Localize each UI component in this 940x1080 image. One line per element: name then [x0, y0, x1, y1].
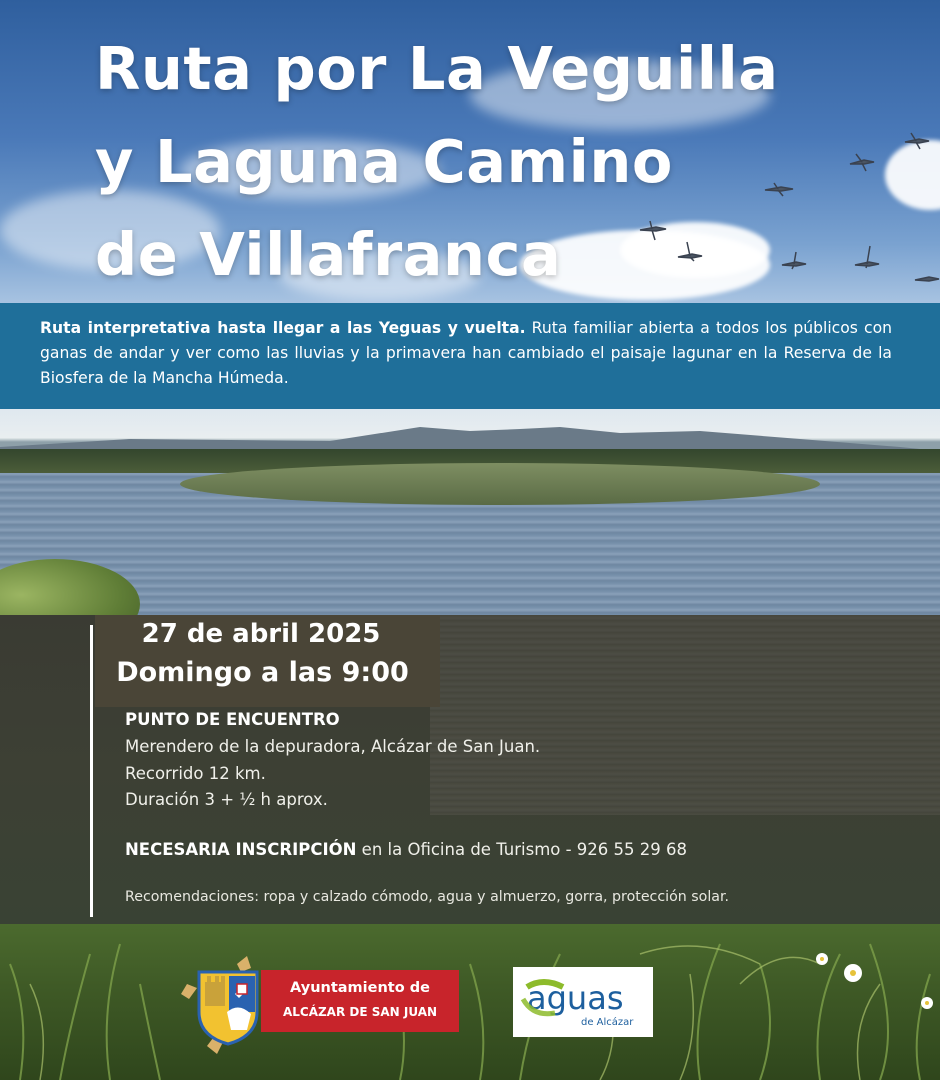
route-title-line-1: Ruta por La Veguilla — [95, 34, 779, 103]
route-distance: Recorrido 12 km. — [125, 764, 266, 783]
lagoon-photo — [0, 409, 940, 615]
sky-photo — [0, 0, 940, 305]
aguas-logo-mark — [513, 967, 653, 1037]
ayuntamiento-logo — [177, 954, 462, 1054]
intro-bold: Ruta interpretativa hasta llegar a las Yeguas y vuelta. — [40, 319, 526, 337]
vertical-rule — [90, 625, 93, 917]
reed-island — [180, 463, 820, 505]
water-reflection — [430, 615, 940, 815]
ayuntamiento-label — [261, 970, 459, 1032]
meeting-place: Merendero de la depuradora, Alcázar de San Juan. — [125, 737, 541, 756]
route-duration: Duración 3 + ½ h aprox. — [125, 790, 328, 809]
date-box — [95, 615, 440, 707]
route-title-line-2: y Laguna Camino — [95, 127, 673, 196]
grass-photo — [0, 924, 940, 1080]
meeting-heading: PUNTO DE ENCUENTRO — [125, 710, 340, 729]
registration-note — [125, 839, 687, 861]
event-time: Domingo a las 9:00 — [116, 657, 409, 688]
intro-band — [0, 303, 940, 409]
ayuntamiento-line-2: ALCÁZAR DE SAN JUAN — [282, 1005, 438, 1019]
daisy-flowers — [816, 953, 933, 1009]
event-info — [0, 615, 940, 924]
town-crest-icon — [177, 954, 267, 1054]
event-date: 27 de abril 2025 — [141, 619, 381, 649]
registration-bold: NECESARIA INSCRIPCIÓN — [125, 840, 357, 859]
route-title-line-3: de Villafranca — [95, 220, 562, 289]
intro-paragraph — [40, 316, 892, 391]
route-title — [95, 22, 895, 301]
aguas-sub-text: de Alcázar — [581, 1017, 634, 1028]
intro-text: Ruta familiar abierta a todos los públicos con ganas de andar y ver como las lluvias y la primavera han cambiado el paisaje lagunar en la Reserva de la Biosfera de la Mancha Húmeda. — [40, 319, 893, 387]
registration-text: en la Oficina de Turismo - 926 55 29 68 — [356, 840, 688, 859]
recommendations: Recomendaciones: ropa y calzado cómodo, agua y almuerzo, gorra, protección solar. — [125, 889, 730, 905]
aguas-de-alcazar-logo — [513, 967, 653, 1037]
grass-illustration — [0, 924, 940, 1080]
aguas-main-text: aguas — [527, 979, 624, 1017]
ayuntamiento-line-1: Ayuntamiento de — [290, 980, 430, 996]
